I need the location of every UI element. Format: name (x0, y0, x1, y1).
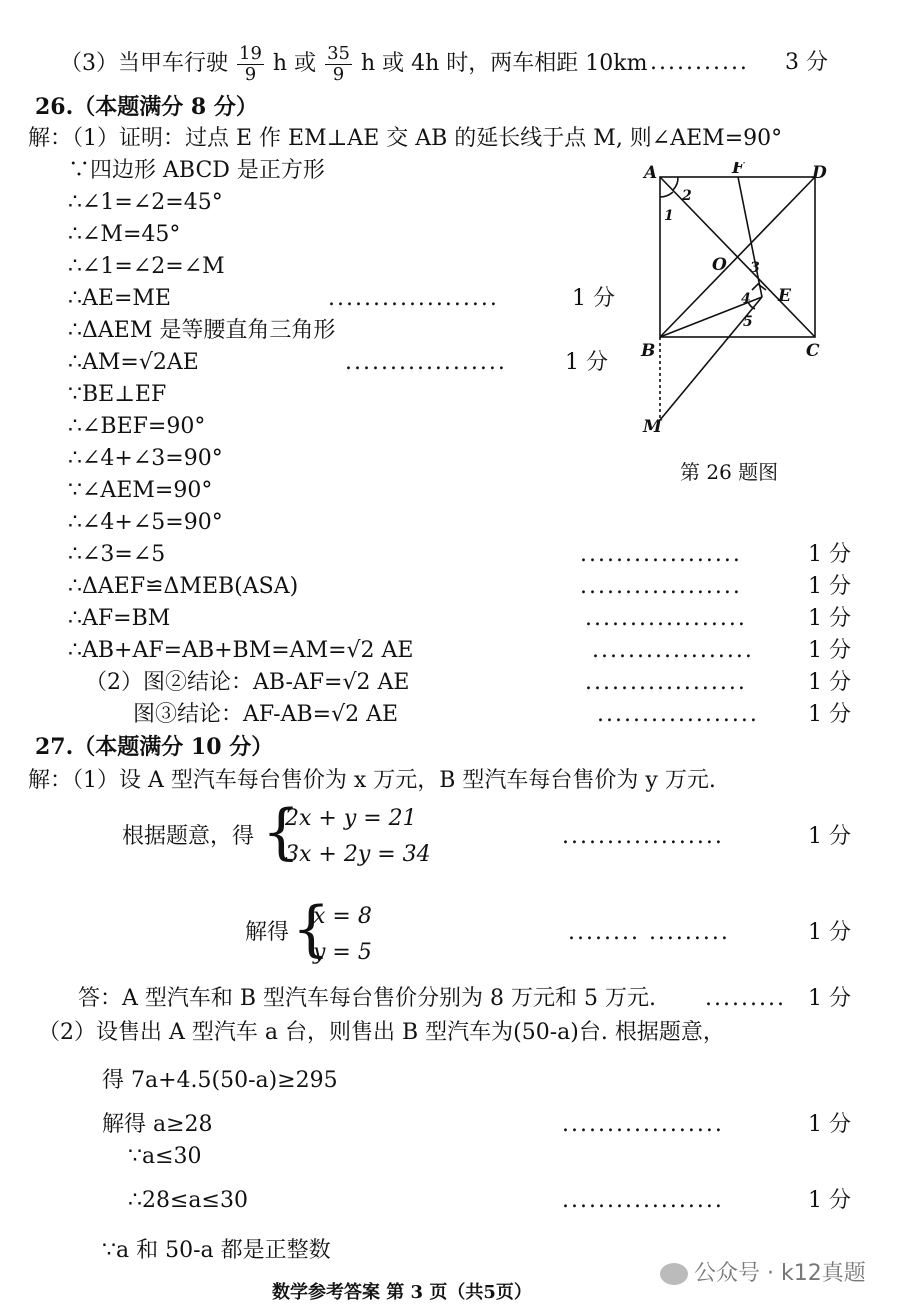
solution-line: ∵a 和 50-a 都是正整数 (102, 1238, 331, 1263)
score-dots: .................. (562, 1188, 724, 1213)
score-value: 1 分 (808, 920, 851, 945)
score-value: 1 分 (808, 702, 851, 727)
score-dots: ......... (705, 986, 786, 1011)
answer-line: 答：A 型汽车和 B 型汽车每台售价分别为 8 万元和 5 万元. (78, 986, 656, 1011)
fraction-19-9 (237, 44, 264, 85)
solution-line: ∴AE=ME (68, 286, 171, 311)
system-label: 解得 (245, 920, 290, 945)
text-prefix: （3）当甲车行驶 (60, 51, 228, 76)
angle-arc-1 (660, 192, 673, 197)
score-value: 1 分 (572, 286, 615, 311)
solution-line: ∴∠1=∠2=45° (68, 190, 223, 215)
solution-line: （2）设售出 A 型汽车 a 台，则售出 B 型汽车为(50-a)台. 根据题意， (38, 1020, 725, 1045)
question-26-title: 26.（本题满分 8 分） (35, 94, 258, 120)
label-m: M (643, 417, 662, 437)
score-dots: .................. (562, 824, 724, 849)
solution-line: ∵四边形 ABCD 是正方形 (68, 158, 325, 183)
solution-line: ∴∠BEF=90° (68, 414, 206, 439)
label-angle-2: 2 (682, 188, 692, 204)
watermark-text: 公众号 · k12真题 (694, 1261, 866, 1286)
score-value: 1 分 (808, 986, 851, 1011)
solution-line: ∴ΔAEF≌ΔMEB(ASA) (68, 574, 299, 599)
score-dots: ........... (650, 50, 749, 75)
figure-26-diagram (640, 162, 840, 452)
score-dots: .................. (345, 350, 507, 375)
score-dots: ........ ......... (568, 920, 730, 945)
score-dots: .................. (592, 638, 754, 663)
solution-line: ∴∠1=∠2=∠M (68, 254, 225, 279)
score-value: 1 分 (808, 638, 851, 663)
label-o: O (712, 255, 727, 275)
fraction-denominator: 9 (244, 63, 257, 85)
score-value: 1 分 (565, 350, 608, 375)
solution-line: ∵BE⊥EF (68, 382, 167, 407)
score-dots: .................. (580, 574, 742, 599)
score-dots: .................. (585, 670, 747, 695)
solution-line: ∴∠3=∠5 (68, 542, 166, 567)
label-angle-1: 1 (664, 208, 674, 224)
score-value: 1 分 (808, 824, 851, 849)
fraction-35-9 (325, 44, 352, 85)
label-e: E (778, 286, 791, 306)
solution-line: ∴AB+AF=AB+BM=AM=√2 AE (68, 638, 414, 663)
solution-line: （2）图②结论：AB-AF=√2 AE (85, 670, 410, 695)
solution-x: x = 8 (313, 904, 372, 929)
fraction-numerator: 35 (327, 42, 350, 64)
solution-line: 解：（1）证明：过点 E 作 EM⊥AE 交 AB 的延长线于点 M, 则∠AEM=90° (28, 126, 783, 151)
page-footer: 数学参考答案 第 3 页（共5页） (272, 1282, 532, 1303)
system-brace: { (292, 894, 331, 964)
solution-line: ∴∠4+∠3=90° (68, 446, 223, 471)
solution-line: ∴∠M=45° (68, 222, 181, 247)
solution-line: ∵a≤30 (128, 1144, 202, 1169)
label-c: C (806, 341, 820, 361)
score-dots: .................. (562, 1112, 724, 1137)
question-27-title: 27.（本题满分 10 分） (35, 734, 274, 760)
system-brace: { (262, 797, 301, 867)
line-part3-answer (60, 42, 647, 86)
figure-caption: 第 26 题图 (680, 460, 779, 484)
score-dots: .................. (597, 702, 759, 727)
system-label: 根据题意，得 (122, 824, 255, 849)
solution-line: ∴AM=√2AE (68, 350, 199, 375)
label-a: A (644, 163, 658, 183)
text-mid: h 或 (272, 51, 317, 76)
segment-fe (738, 177, 762, 297)
label-angle-5: 5 (743, 314, 753, 330)
equation-1: 2x + y = 21 (285, 806, 417, 831)
solution-line: ∴∠4+∠5=90° (68, 510, 223, 535)
solution-line: 解：（1）设 A 型汽车每台售价为 x 万元，B 型汽车每台售价为 y 万元. (28, 768, 716, 793)
fraction-numerator: 19 (239, 42, 262, 64)
solution-line: 图③结论：AF-AB=√2 AE (133, 702, 399, 727)
solution-line: ∴ΔAEM 是等腰直角三角形 (68, 318, 336, 343)
label-angle-3: 3 (750, 260, 760, 276)
fraction-denominator: 9 (332, 63, 345, 85)
score-dots: .................. (580, 542, 742, 567)
solution-line: ∴28≤a≤30 (128, 1188, 248, 1213)
label-f: F (732, 162, 745, 178)
score-dots: .................. (585, 606, 747, 631)
text-post: h 或 4h 时，两车相距 10km (360, 51, 648, 76)
solution-line: 解得 a≥28 (102, 1112, 213, 1137)
score-value: 1 分 (808, 542, 851, 567)
label-angle-4: 4 (741, 291, 751, 307)
score-value: 1 分 (808, 670, 851, 695)
score-value: 1 分 (808, 1188, 851, 1213)
solution-line: ∴AF=BM (68, 606, 171, 631)
score-value: 3 分 (785, 50, 828, 75)
score-value: 1 分 (808, 574, 851, 599)
angle-arc-2 (673, 177, 678, 190)
wechat-icon (660, 1263, 688, 1285)
solution-line: 得 7a+4.5(50-a)≥295 (102, 1068, 338, 1093)
watermark (660, 1256, 866, 1287)
label-d: D (812, 163, 827, 183)
solution-line: ∵∠AEM=90° (68, 478, 213, 503)
score-value: 1 分 (808, 606, 851, 631)
label-b: B (641, 341, 656, 361)
solution-y: y = 5 (313, 940, 372, 965)
score-dots: ................... (328, 286, 499, 311)
score-value: 1 分 (808, 1112, 851, 1137)
equation-2: 3x + 2y = 34 (285, 842, 431, 867)
